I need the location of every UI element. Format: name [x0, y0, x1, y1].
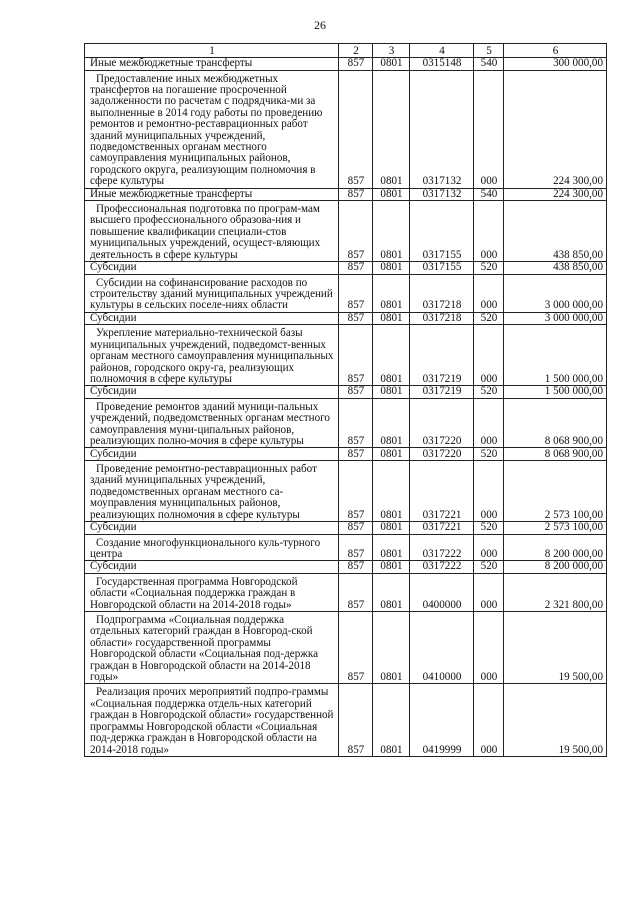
- row-name-cell: Субсидии на софинансирование расходов по строительству зданий муниципальных учреждений культуры в сельских поселе-ниях области: [85, 274, 339, 312]
- row-type-cell: 000: [474, 70, 504, 188]
- row-amount-cell: 1 500 000,00: [504, 325, 607, 386]
- column-header: 5: [474, 44, 504, 58]
- row-amount-cell: 300 000,00: [504, 58, 607, 71]
- row-amount-cell: 8 200 000,00: [504, 534, 607, 561]
- row-name-cell: Реализация прочих мероприятий подпро-граммы «Социальная поддержка отдель-ных категорий граждан в Новгородской области» государственной программы Новгородской области «Социальная под-держка граждан в Новгородской области на 2014-2018 годы»: [85, 684, 339, 756]
- row-target-cell: 0317218: [410, 274, 474, 312]
- row-amount-cell: 19 500,00: [504, 684, 607, 756]
- row-target-cell: 0317219: [410, 325, 474, 386]
- table-row: [85, 58, 607, 71]
- table-row: [85, 274, 607, 312]
- row-name-cell: Профессиональная подготовка по програм-мам высшего профессионального образова-ния и повышение квалификации специали-стов муниципальных учреждений, осущест-вляющих деятельность в сфере культуры: [85, 201, 339, 262]
- table-row: [85, 398, 607, 448]
- row-amount-cell: 2 573 100,00: [504, 522, 607, 535]
- row-name-cell: Проведение ремонтно-реставрационных работ зданий муниципальных учреждений, подведомственных органам местного са-моуправления муниципальных районов, реализующих полномочия в сфере культуры: [85, 460, 339, 521]
- row-code-cell: 857: [339, 684, 373, 756]
- row-target-cell: 0317221: [410, 460, 474, 521]
- table-row: [85, 201, 607, 262]
- column-header: 6: [504, 44, 607, 58]
- column-header: 3: [373, 44, 410, 58]
- column-header: 4: [410, 44, 474, 58]
- row-target-cell: 0317220: [410, 448, 474, 461]
- row-type-cell: 520: [474, 386, 504, 399]
- row-target-cell: 0400000: [410, 573, 474, 611]
- row-name-cell: Субсидии: [85, 448, 339, 461]
- row-amount-cell: 19 500,00: [504, 612, 607, 684]
- table-row: [85, 534, 607, 561]
- row-section-cell: 0801: [373, 386, 410, 399]
- row-type-cell: 000: [474, 684, 504, 756]
- row-target-cell: 0317222: [410, 534, 474, 561]
- row-amount-cell: 2 321 800,00: [504, 573, 607, 611]
- row-name-cell: Субсидии: [85, 312, 339, 325]
- row-section-cell: 0801: [373, 460, 410, 521]
- row-name-cell: Укрепление материально-технической базы муниципальных учреждений, подведомст-венных органам местного самоуправления муниципальных районов, городского окру-га, реализующих полномочия в сфере культуры: [85, 325, 339, 386]
- row-target-cell: 0410000: [410, 612, 474, 684]
- row-section-cell: 0801: [373, 58, 410, 71]
- row-target-cell: 0317132: [410, 188, 474, 201]
- column-header: 1: [85, 44, 339, 58]
- row-section-cell: 0801: [373, 274, 410, 312]
- page-number: 26: [314, 18, 326, 32]
- row-code-cell: 857: [339, 573, 373, 611]
- row-section-cell: 0801: [373, 573, 410, 611]
- row-section-cell: 0801: [373, 398, 410, 448]
- row-type-cell: 000: [474, 274, 504, 312]
- table-header-row: [85, 44, 607, 58]
- row-type-cell: 520: [474, 561, 504, 574]
- row-type-cell: 540: [474, 188, 504, 201]
- row-name-cell: Государственная программа Новгородской области «Социальная поддержка граждан в Новгородской области на 2014-2018 годы»: [85, 573, 339, 611]
- table-row: [85, 684, 607, 756]
- row-target-cell: 0317222: [410, 561, 474, 574]
- row-target-cell: 0419999: [410, 684, 474, 756]
- row-type-cell: 520: [474, 448, 504, 461]
- row-target-cell: 0317218: [410, 312, 474, 325]
- row-section-cell: 0801: [373, 684, 410, 756]
- row-amount-cell: 1 500 000,00: [504, 386, 607, 399]
- row-amount-cell: 438 850,00: [504, 262, 607, 275]
- table-row: [85, 561, 607, 574]
- row-code-cell: 857: [339, 448, 373, 461]
- row-code-cell: 857: [339, 262, 373, 275]
- row-amount-cell: 438 850,00: [504, 201, 607, 262]
- row-type-cell: 540: [474, 58, 504, 71]
- row-name-cell: Предоставление иных межбюджетных трансфертов на погашение просроченной задолженности по расчетам с подрядчика-ми за выполненные в 2014 году работы по проведению ремонтов и ремонтно-реставрационных работ зданий муниципальных учреждений, подведомственных органам местного самоуправления муниципальных районов, городского округа, реализующим полномочия в сфере культуры: [85, 70, 339, 188]
- row-section-cell: 0801: [373, 448, 410, 461]
- table-row: [85, 448, 607, 461]
- row-section-cell: 0801: [373, 612, 410, 684]
- row-type-cell: 000: [474, 612, 504, 684]
- row-section-cell: 0801: [373, 522, 410, 535]
- row-code-cell: 857: [339, 70, 373, 188]
- row-code-cell: 857: [339, 386, 373, 399]
- table-row: [85, 188, 607, 201]
- table-row: [85, 522, 607, 535]
- row-target-cell: 0317132: [410, 70, 474, 188]
- row-amount-cell: 2 573 100,00: [504, 460, 607, 521]
- row-section-cell: 0801: [373, 262, 410, 275]
- row-section-cell: 0801: [373, 188, 410, 201]
- table-row: [85, 386, 607, 399]
- row-target-cell: 0315148: [410, 58, 474, 71]
- row-type-cell: 520: [474, 522, 504, 535]
- table-row: [85, 325, 607, 386]
- row-section-cell: 0801: [373, 201, 410, 262]
- row-code-cell: 857: [339, 274, 373, 312]
- row-section-cell: 0801: [373, 534, 410, 561]
- row-target-cell: 0317155: [410, 262, 474, 275]
- row-name-cell: Иные межбюджетные трансферты: [85, 188, 339, 201]
- row-target-cell: 0317155: [410, 201, 474, 262]
- row-code-cell: 857: [339, 522, 373, 535]
- table-row: [85, 612, 607, 684]
- row-type-cell: 000: [474, 398, 504, 448]
- row-code-cell: 857: [339, 201, 373, 262]
- row-code-cell: 857: [339, 460, 373, 521]
- row-type-cell: 000: [474, 534, 504, 561]
- row-section-cell: 0801: [373, 312, 410, 325]
- table-row: [85, 460, 607, 521]
- row-amount-cell: 224 300,00: [504, 70, 607, 188]
- row-target-cell: 0317219: [410, 386, 474, 399]
- row-name-cell: Субсидии: [85, 386, 339, 399]
- row-name-cell: Иные межбюджетные трансферты: [85, 58, 339, 71]
- row-amount-cell: 3 000 000,00: [504, 274, 607, 312]
- row-code-cell: 857: [339, 612, 373, 684]
- row-code-cell: 857: [339, 188, 373, 201]
- row-type-cell: 000: [474, 573, 504, 611]
- row-code-cell: 857: [339, 325, 373, 386]
- row-name-cell: Субсидии: [85, 522, 339, 535]
- row-amount-cell: 224 300,00: [504, 188, 607, 201]
- row-name-cell: Создание многофункционального куль-турного центра: [85, 534, 339, 561]
- row-code-cell: 857: [339, 561, 373, 574]
- table-row: [85, 312, 607, 325]
- row-amount-cell: 8 068 900,00: [504, 398, 607, 448]
- row-amount-cell: 3 000 000,00: [504, 312, 607, 325]
- row-type-cell: 520: [474, 262, 504, 275]
- row-code-cell: 857: [339, 398, 373, 448]
- row-code-cell: 857: [339, 534, 373, 561]
- row-type-cell: 000: [474, 201, 504, 262]
- row-section-cell: 0801: [373, 70, 410, 188]
- row-section-cell: 0801: [373, 561, 410, 574]
- row-amount-cell: 8 200 000,00: [504, 561, 607, 574]
- row-target-cell: 0317221: [410, 522, 474, 535]
- row-target-cell: 0317220: [410, 398, 474, 448]
- table-row: [85, 70, 607, 188]
- row-type-cell: 000: [474, 460, 504, 521]
- row-name-cell: Проведение ремонтов зданий муници-пальных учреждений, подведомственных органам местного самоуправления муни-ципальных районов, реализующих полно-мочия в сфере культуры: [85, 398, 339, 448]
- row-name-cell: Подпрограмма «Социальная поддержка отдельных категорий граждан в Новгород-ской области» государственной программы Новгородской области «Социальная под-держка граждан в Новгородской области на 2014-2018 годы»: [85, 612, 339, 684]
- row-type-cell: 000: [474, 325, 504, 386]
- row-code-cell: 857: [339, 312, 373, 325]
- row-name-cell: Субсидии: [85, 262, 339, 275]
- table-row: [85, 573, 607, 611]
- budget-table: [84, 43, 607, 757]
- table-row: [85, 262, 607, 275]
- column-header: 2: [339, 44, 373, 58]
- row-type-cell: 520: [474, 312, 504, 325]
- row-section-cell: 0801: [373, 325, 410, 386]
- row-code-cell: 857: [339, 58, 373, 71]
- row-amount-cell: 8 068 900,00: [504, 448, 607, 461]
- row-name-cell: Субсидии: [85, 561, 339, 574]
